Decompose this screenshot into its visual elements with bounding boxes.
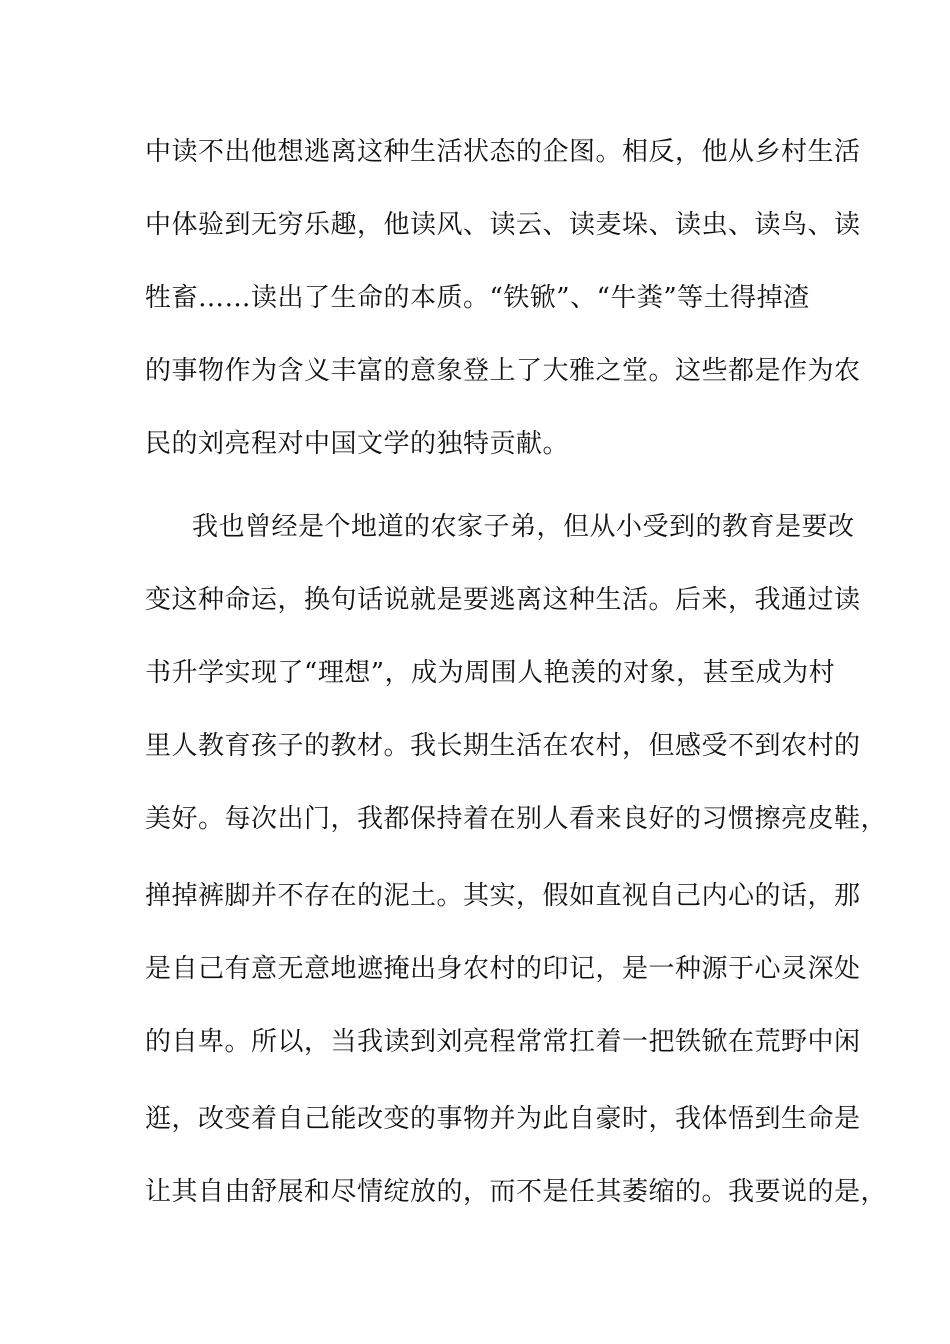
text-line: 美好。每次出门，我都保持着在别人看来良好的习惯擦亮皮鞋， — [145, 804, 888, 834]
text-line: 变这种命运，换句话说就是要逃离这种生活。后来，我通过读 — [145, 585, 861, 615]
text-line: 书升学实现了“理想”，成为周围人艳羡的对象，甚至成为村 — [145, 658, 836, 688]
text-line: 的自卑。所以，当我读到刘亮程常常扛着一把铁锨在荒野中闲 — [145, 1027, 861, 1057]
text-line: 牲畜……读出了生命的本质。“铁锨”、“牛粪”等土得掉渣 — [145, 283, 810, 313]
text-line: 逛，改变着自己能改变的事物并为此自豪时，我体悟到生命是 — [145, 1104, 861, 1134]
text-line: 让其自由舒展和尽情绽放的，而不是任其萎缩的。我要说的是， — [145, 1177, 888, 1207]
text-line: 是自己有意无意地遮掩出身农村的印记，是一种源于心灵深处 — [145, 954, 861, 984]
text-line: 的事物作为含义丰富的意象登上了大雅之堂。这些都是作为农 — [145, 356, 861, 386]
text-line: 中体验到无穷乐趣，他读风、读云、读麦垛、读虫、读鸟、读 — [145, 210, 861, 240]
text-line: 民的刘亮程对中国文学的独特贡献。 — [145, 429, 570, 459]
text-line: 中读不出他想逃离这种生活状态的企图。相反，他从乡村生活 — [145, 137, 861, 167]
text-line: 里人教育孩子的教材。我长期生活在农村，但感受不到农村的 — [145, 731, 861, 761]
text-line: 掸掉裤脚并不存在的泥土。其实，假如直视自己内心的话，那 — [145, 881, 861, 911]
paragraph-first-line: 我也曾经是个地道的农家子弟，但从小受到的教育是要改 — [192, 512, 855, 542]
